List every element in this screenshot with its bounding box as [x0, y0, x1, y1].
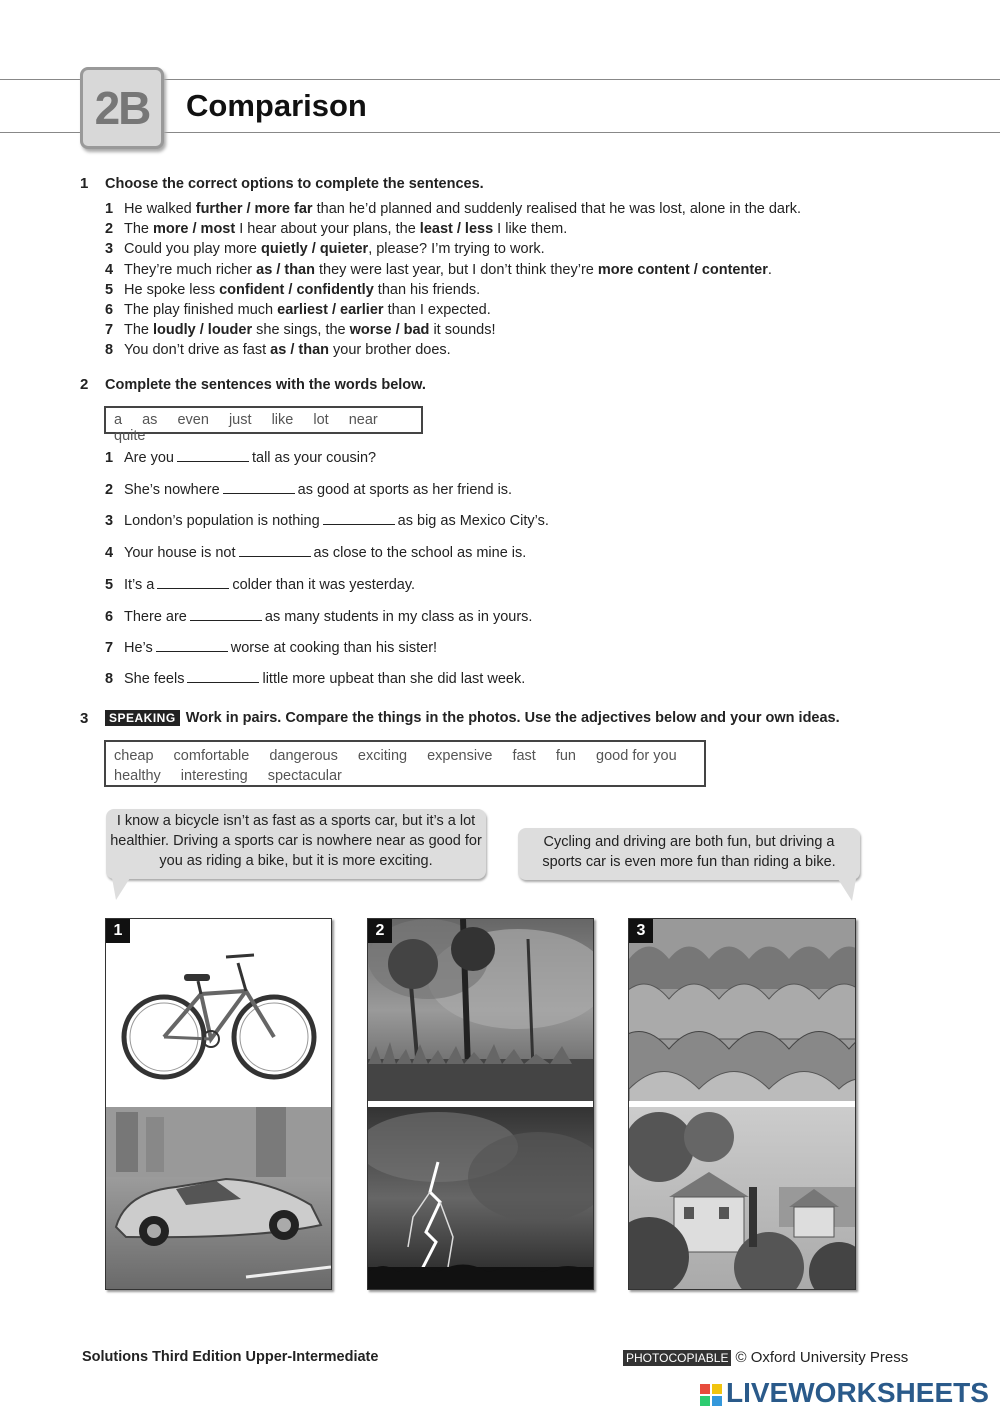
item-number: 1: [105, 201, 114, 217]
sentence-text: It’s a: [124, 577, 155, 593]
ex2-sentence: [105, 608, 532, 625]
word-chip: even: [177, 412, 209, 428]
sentence-text: He walked: [124, 201, 196, 217]
option-pair[interactable]: least / less: [419, 221, 494, 238]
word-chip: quite: [114, 428, 146, 444]
sentence-text: She’s nowhere: [124, 482, 220, 498]
footer-book-title: Solutions Third Edition Upper-Intermediate: [82, 1349, 379, 1365]
sentence-text: Could you play more: [124, 241, 262, 258]
word-chip: healthy: [114, 768, 161, 784]
sports-car-photo: [106, 1107, 331, 1289]
option-pair[interactable]: quietly / quieter: [261, 241, 369, 258]
sentence-text: as close to the school as mine is.: [313, 545, 527, 561]
liveworksheets-logo-icon: [700, 1384, 722, 1406]
photocopiable-badge: PHOTOCOPIABLE: [623, 1350, 731, 1366]
sentence-text: colder than it was yesterday.: [232, 577, 416, 593]
copyright-text: © Oxford University Press: [735, 1349, 909, 1366]
festival-tents-photo: [629, 919, 855, 1101]
answer-blank[interactable]: [157, 576, 229, 589]
word-chip: dangerous: [269, 748, 338, 764]
ex2-sentence: [105, 544, 526, 561]
answer-blank[interactable]: [323, 512, 395, 525]
sentence-text: she sings, the: [252, 322, 350, 339]
option-pair[interactable]: loudly / louder: [153, 322, 253, 339]
word-chip: exciting: [357, 748, 408, 764]
sentence-text: They’re much richer: [124, 261, 257, 278]
word-chip: interesting: [180, 768, 248, 784]
item-number: 3: [105, 513, 114, 529]
option-pair[interactable]: further / more far: [195, 201, 313, 217]
sentence-text: Are you: [124, 450, 174, 466]
photo-number: 1: [106, 919, 130, 943]
ex2-word-box: [104, 406, 423, 444]
sentence-text: You don’t drive as fast: [124, 342, 271, 359]
sentence-text: There are: [124, 609, 187, 625]
answer-blank[interactable]: [190, 608, 262, 621]
ex2-sentence: [105, 512, 549, 529]
photo-pair-2: [367, 918, 594, 1290]
word-chip: like: [271, 412, 294, 428]
sentence-text: London’s population is nothing: [124, 513, 320, 529]
speech-bubble-right: Cycling and driving are both fun, but driving a sports car is even more fun than riding a bike.: [518, 828, 860, 880]
ex2-sentence: [105, 576, 415, 593]
ex1-sentence: [105, 201, 801, 217]
speaking-tag: SPEAKING: [105, 710, 180, 726]
page-title: Comparison: [186, 88, 367, 123]
bicycle-icon: [106, 919, 331, 1104]
word-chip: comfortable: [173, 748, 250, 764]
item-number: 8: [105, 342, 114, 359]
sentence-text: .: [767, 261, 772, 278]
lightning-storm-photo: [368, 1107, 593, 1289]
ex3-instruction-line: [105, 710, 840, 726]
ex2-sentence: [105, 639, 437, 656]
ex2-instruction: Complete the sentences with the words below.: [105, 377, 426, 393]
item-number: 4: [105, 545, 114, 561]
item-number: 3: [105, 241, 114, 258]
sentence-text: than his friends.: [373, 281, 481, 298]
brand-text: LIVEWORKSHEETS: [726, 1377, 989, 1408]
word-chip: lot: [313, 412, 329, 428]
item-number: 7: [105, 640, 114, 656]
sentence-text: She feels: [124, 671, 185, 687]
option-pair[interactable]: as / than: [270, 342, 329, 359]
sentence-text: tall as your cousin?: [251, 450, 377, 466]
tents-icon: [629, 919, 855, 1101]
item-number: 2: [105, 482, 114, 498]
photo-pair-1: [105, 918, 332, 1290]
item-number: 2: [105, 221, 114, 238]
sentence-text: as big as Mexico City’s.: [397, 513, 549, 529]
sentence-text: I like them.: [493, 221, 568, 238]
word-chip: fun: [555, 748, 577, 764]
sentence-text: He’s: [124, 640, 153, 656]
sentence-text: as good at sports as her friend is.: [297, 482, 513, 498]
speech-bubble-right-tail: [838, 879, 856, 901]
word-chip: near: [348, 412, 378, 428]
ex2-sentence: [105, 449, 376, 466]
bicycle-photo: [106, 919, 331, 1104]
villa-icon: [629, 1107, 855, 1289]
ex2-sentence: [105, 481, 512, 498]
liveworksheets-brand[interactable]: [700, 1377, 989, 1409]
ex2-sentence: [105, 670, 525, 687]
sentence-text: The: [124, 221, 154, 238]
ex1-sentence: [105, 221, 567, 237]
item-number: 5: [105, 281, 114, 298]
answer-blank[interactable]: [239, 544, 311, 557]
word-chip: spectacular: [267, 768, 342, 784]
ex3-word-box: [104, 740, 706, 787]
sentence-text: than I expected.: [383, 302, 491, 318]
villa-hotel-photo: [629, 1107, 855, 1289]
option-pair[interactable]: more content / contenter: [597, 261, 768, 278]
ex1-sentence: [105, 342, 451, 358]
item-number: 7: [105, 322, 114, 339]
ex1-instruction: Choose the correct options to complete the sentences.: [105, 176, 484, 192]
sentence-text: The: [124, 322, 154, 339]
photo-pair-3: [628, 918, 856, 1290]
word-chip: expensive: [427, 748, 493, 764]
word-chip: just: [228, 412, 252, 428]
word-chip: good for you: [596, 748, 677, 764]
sentence-text: it sounds!: [429, 322, 496, 339]
sentence-text: The play finished much: [124, 302, 278, 318]
sports-car-icon: [106, 1107, 331, 1289]
ex1-sentence: [105, 322, 496, 338]
ex1-number: 1: [80, 175, 89, 192]
sentence-text: worse at cooking than his sister!: [230, 640, 438, 656]
ex3-number: 3: [80, 710, 89, 727]
forest-fire-icon: [368, 919, 593, 1101]
item-number: 1: [105, 450, 114, 466]
photo-number: 2: [368, 919, 392, 943]
item-number: 4: [105, 261, 114, 278]
answer-blank[interactable]: [187, 670, 259, 683]
forest-fire-photo: [368, 919, 593, 1101]
ex2-number: 2: [80, 376, 89, 393]
option-pair[interactable]: confident / confidently: [219, 281, 374, 298]
word-chip: fast: [512, 748, 536, 764]
photo-number: 3: [629, 919, 653, 943]
sentence-text: , please? I’m trying to work.: [368, 241, 545, 258]
option-pair[interactable]: worse / bad: [349, 322, 430, 339]
sentence-text: than he’d planned and suddenly realised that he was lost, alone in the dark.: [312, 201, 802, 217]
sentence-text: your brother does.: [329, 342, 451, 359]
answer-blank[interactable]: [223, 481, 295, 494]
ex3-instruction: Work in pairs. Compare the things in the photos. Use the adjectives below and your own ideas.: [185, 710, 840, 726]
option-pair[interactable]: as / than: [256, 261, 315, 278]
ex1-sentence: [105, 262, 772, 278]
ex1-sentence: [105, 302, 491, 318]
lightning-icon: [368, 1107, 593, 1289]
answer-blank[interactable]: [156, 639, 228, 652]
sentence-text: Your house is not: [124, 545, 236, 561]
item-number: 5: [105, 577, 114, 593]
sentence-text: He spoke less: [124, 281, 220, 298]
word-chip: as: [142, 412, 158, 428]
unit-badge: 2B: [80, 67, 164, 149]
ex1-sentence: [105, 282, 480, 298]
sentence-text: little more upbeat than she did last week.: [262, 671, 526, 687]
item-number: 6: [105, 609, 114, 625]
item-number: 8: [105, 671, 114, 687]
word-chip: a: [114, 412, 123, 428]
item-number: 6: [105, 302, 114, 318]
ex1-sentence: [105, 241, 545, 257]
option-pair[interactable]: earliest / earlier: [277, 302, 384, 318]
option-pair[interactable]: more / most: [153, 221, 236, 238]
sentence-text: they were last year, but I don’t think they’re: [314, 261, 598, 278]
answer-blank[interactable]: [177, 449, 249, 462]
footer-copyright-line: [623, 1349, 908, 1366]
speech-bubble-left-tail: [112, 878, 130, 900]
speech-bubble-left: I know a bicycle isn’t as fast as a sports car, but it’s a lot healthier. Driving a sports car is nowhere near as good for you as riding a bike, but it is more exciting.: [106, 809, 486, 879]
sentence-text: as many students in my class as in yours.: [264, 609, 533, 625]
word-chip: cheap: [114, 748, 154, 764]
sentence-text: I hear about your plans, the: [235, 221, 420, 238]
